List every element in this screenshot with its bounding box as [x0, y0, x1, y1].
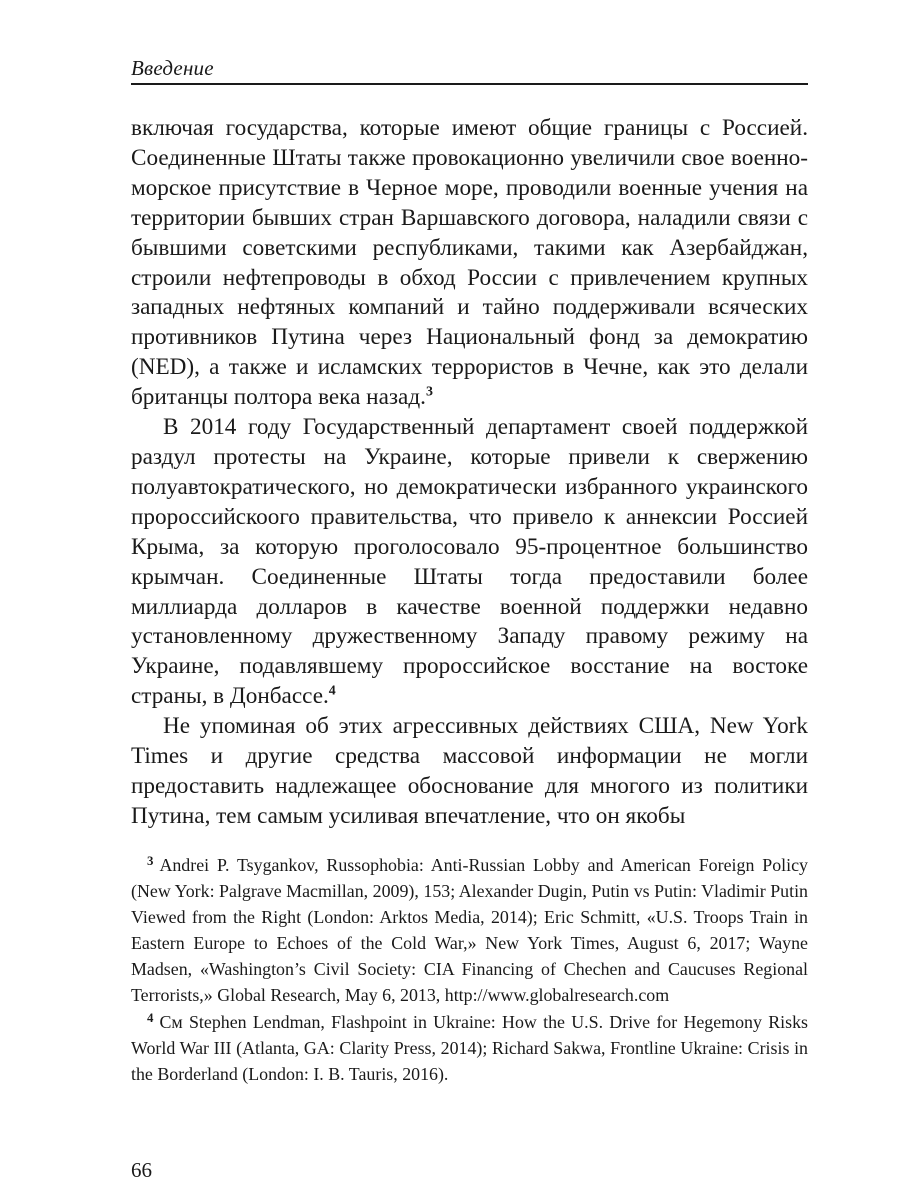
footnote-ref-4[interactable]: 4: [328, 683, 336, 699]
footnote-4-number: 4: [147, 1010, 154, 1025]
running-head-title: Введение: [131, 56, 214, 80]
footnote-3-text: Andrei P. Tsygankov, Russophobia: Anti-Russian Lobby and American Foreign Policy (New York: Palgrave Macmillan, 2009), 153; Alexander Dugin, Putin vs Putin: Vladimir Putin Viewed from the Right (London: Arktos Media, 2014); Eric Schmitt, «U.S. Troops Train in Eastern Europe to Echoes of the Cold War,» New York Times, August 6, 2017; Wayne Madsen, «Washington’s Civil Society: CIA Financing of Chechen and Caucuses Regional Terrorists,» Global Research, May 6, 2013, http://www.globalresearch.com: [131, 855, 808, 1006]
footnote-3-number: 3: [147, 854, 154, 869]
footnote-4-text: См Stephen Lendman, Flashpoint in Ukraine: How the U.S. Drive for Hegemony Risks World War III (Atlanta, GA: Clarity Press, 2014); Richard Sakwa, Frontline Ukraine: Crisis in the Borderland (London: I. B. Tauris, 2016).: [131, 1011, 808, 1084]
paragraph-3-text: Не упоминая об этих агрессивных действиях США, New York Times и другие средства массовой информации не могли предоставить надлежащее обоснование для многого из политики Путина, тем самым усиливая впечатление, что он якобы: [131, 713, 808, 829]
footnote-4: [131, 1009, 808, 1087]
main-text: [131, 114, 808, 832]
footnote-3: [131, 852, 808, 1009]
paragraph-3: [131, 712, 808, 832]
header-rule: [131, 83, 808, 85]
paragraph-1: [131, 114, 808, 413]
page-number: 66: [131, 1158, 152, 1182]
paragraph-2-text: В 2014 году Государственный департамент своей поддержкой раздул протесты на Украине, которые привели к свержению полуавтократического, но демократически избранного украинского пророссийскоого правительства, что привело к аннексии Россией Крыма, за которую проголосовало 95-процентное большинство крымчан. Соединенные Штаты тогда предоставили более миллиарда долларов в качестве военной поддержки недавно установленному дружественному Западу правому режиму на Украине, подавлявшему пророссийское восстание на востоке страны, в Донбассе.: [131, 414, 808, 710]
paragraph-1-text: включая государства, которые имеют общие границы с Россией. Соединенные Штаты также провокационно увеличили свое военно-морское присутствие в Черное море, проводили военные учения на территории бывших стран Варшавского договора, наладили связи с бывшими советскими республиками, такими как Азербайджан, строили нефтепроводы в обход России с привлечением крупных западных нефтяных компаний и тайно поддерживали всяческих противников Путина через Национальный фонд за демократию (NED), а также и исламских террористов в Чечне, как это делали британцы полтора века назад.: [131, 115, 808, 411]
paragraph-2: [131, 413, 808, 712]
footnotes: [131, 852, 808, 1087]
footnote-ref-3[interactable]: 3: [425, 384, 433, 400]
